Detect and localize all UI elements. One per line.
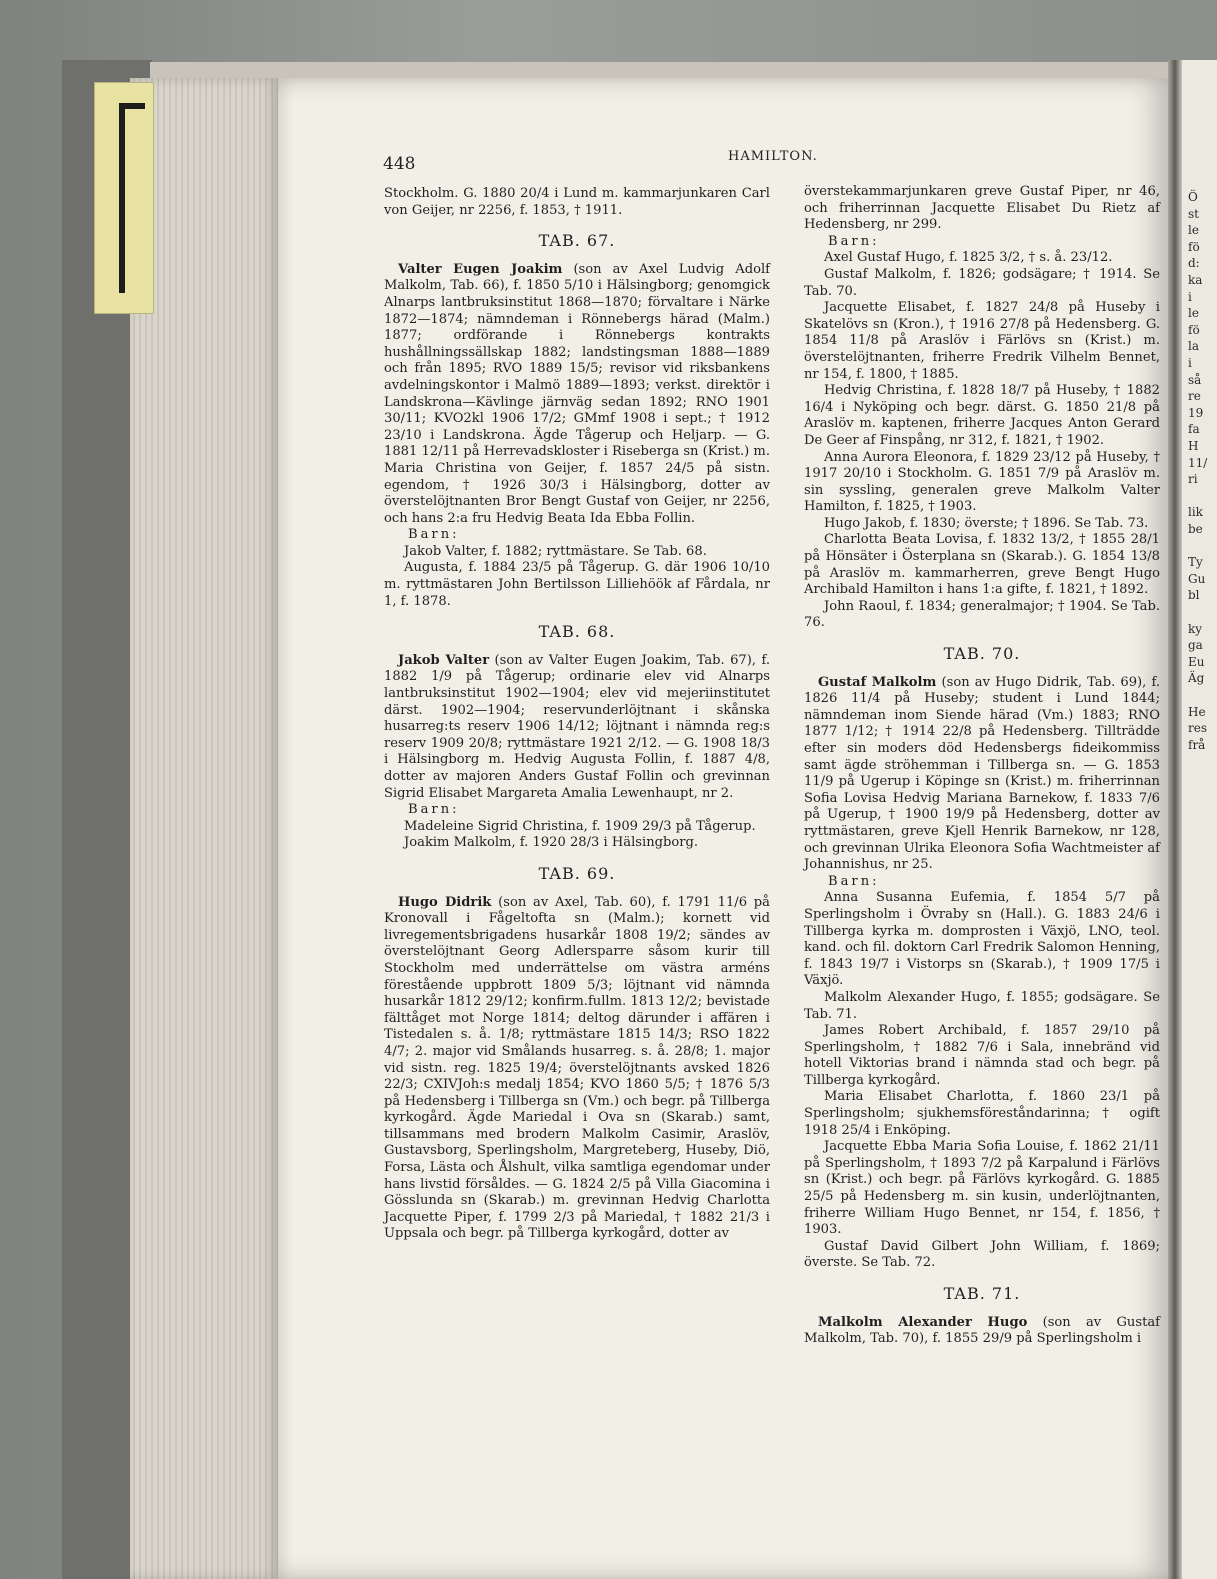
paragraph-text: (son av Axel, Tab. 60), f. 1791 11/6 på Kronovall i Fågeltofta sn (Malm.); kornett vid livregementsbrigadens husarkår 1808 19/2; sändes av överstelöjtnant Georg Adlersparre såsom kurir till Stockholm med underrättelse om västra arméns förestående uppbrott 1809 5/3; löjtnant vid nämnda husarkår 1812 29/12; konfirm.fullm. 1813 12/2; bevistade fälttåget mot Norge 1814; deltog därunder i affären i Tistedalen s. å. 1/8; ryttmästare 1815 14/3; RSO 1822 4/7; 2. major vid Smålands husarreg. s. å. 28/8; 1. major vid sistn. reg. 1825 19/4; överstelöjtnants avsked 1826 22/3; CXIVJoh:s medalj 1854; KVO 1860 5/5; † 1876 5/3 på Hedensberg i Tillberga sn (Vm.) och begr. på Tillberga kyrkogård. Ägde Mariedal i Ova sn (Skarab.) samt, tillsammans med brodern Malkolm Casimir, Araslöv, Gustavsborg, Sperlingsholm, Margreteberg, Huseby, Diö, Forsa, Lästa och Ålshult, vilka samtliga egendomar under hans livstid försåldes. — G. 1824 2/5 på Villa Giacomina i Gösslunda sn (Skarab.) m. grevinnan Hedvig Charlotta Jacquette Piper, f. 1799 2/3 på Mariedal, † 1882 21/3 i Uppsala och begr. på Tillberga kyrkogård, dotter av — [384, 894, 770, 1242]
facing-page-text: fa — [1188, 422, 1200, 437]
facing-page-text: d: — [1188, 256, 1200, 271]
person-name: Gustaf Malkolm — [818, 674, 937, 690]
facing-page-text: H — [1188, 439, 1199, 453]
facing-page-text: le — [1188, 306, 1199, 321]
person-name: Malkolm Alexander Hugo — [818, 1314, 1028, 1330]
child-entry: Maria Elisabet Charlotta, f. 1860 23/1 på Sperlingsholm; sjukhemsföreståndarinna; † ogift 1918 25/4 i Enköping. — [804, 1089, 1160, 1138]
table-heading: TAB. 69. — [538, 863, 616, 883]
facing-page-text: i — [1188, 289, 1192, 304]
book-gutter — [1168, 60, 1182, 1579]
child-entry: Gustaf David Gilbert John William, f. 1869; överste. Se Tab. 72. — [804, 1238, 1160, 1271]
child-entry: Jacquette Elisabet, f. 1827 24/8 på Huseby i Skatelövs sn (Kron.), † 1916 27/8 på Hedensberg. G. 1854 11/8 på Araslöv i Färlövs sn (Krist.) m. överstelöjtnanten, friherre Fredrik Vilhelm Bennet, nr 154, f. 1800, † 1885. — [804, 300, 1160, 382]
table-heading: TAB. 67. — [538, 231, 616, 251]
biography-paragraph — [804, 184, 1160, 234]
child-entry: Malkolm Alexander Hugo, f. 1855; godsägare. Se Tab. 71. — [804, 989, 1160, 1022]
paragraph-text: (son av Gustaf Malkolm, Tab. 70), f. 1855 29/9 på Sperlingsholm i — [804, 1314, 1160, 1347]
biography-paragraph — [804, 1315, 1160, 1348]
facing-page-text: st — [1188, 206, 1199, 221]
paragraph-text: (son av Valter Eugen Joakim, Tab. 67), f. 1882 1/9 på Tågerup; ordinarie elev vid Alnarps lantbruksinstitut 1902—1904; elev vid mejeriinstitutet därst. 1902—1904; reservunderlöjtnant i skånska husarreg:ts reserv 1906 14/12; löjtnant i nämnda reg:s reserv 1909 20/8; ryttmästare 1921 2/12. — G. 1908 18/3 i Hälsingborg m. Hedvig Augusta Follin, f. 1887 4/8, dotter av majoren Anders Gustaf Follin och grevinnan Sigrid Elisabet Margareta Amalia Lewenhaupt, nr 2. — [384, 652, 770, 801]
facing-page-text: lik — [1188, 505, 1203, 520]
child-entry: Jakob Valter, f. 1882; ryttmästare. Se Tab. 68. — [404, 543, 707, 559]
child-entry: Hedvig Christina, f. 1828 18/7 på Huseby, † 1882 16/4 i Nyköping och begr. därst. G. 1850 21/8 på Araslöv m. kaptenen, friherre Jacques Anton Gerard De Geer af Finspång, nr 312, f. 1821, † 1902. — [804, 383, 1160, 448]
right-column — [804, 184, 1160, 1348]
child-entry: James Robert Archibald, f. 1857 29/10 på Sperlingsholm, † 1882 7/6 i Sala, innebränd vid hotell Viktorias brand i nämnda stad och begr. på Tillberga kyrkogård. — [804, 1023, 1160, 1088]
table-heading: TAB. 71. — [943, 1284, 1021, 1303]
facing-page-text: 19 — [1188, 405, 1204, 420]
facing-page-text: ri — [1188, 472, 1198, 487]
facing-page-text: Äg — [1188, 671, 1205, 686]
child-entry: Madeleine Sigrid Christina, f. 1909 29/3 på Tågerup. — [404, 818, 756, 834]
child-entry: Joakim Malkolm, f. 1920 28/3 i Hälsingborg. — [404, 835, 699, 851]
facing-page-text: le — [1188, 223, 1199, 238]
child-entry: Anna Aurora Eleonora, f. 1829 23/12 på Huseby, † 1917 20/10 i Stockholm. G. 1851 7/9 på Araslöv m. sin syssling, generalen greve Malkolm Valter Hamilton, f. 1825, † 1903. — [804, 449, 1160, 515]
children-label: Barn: — [828, 873, 880, 889]
child-entry: Hugo Jakob, f. 1830; överste; † 1896. Se Tab. 73. — [824, 515, 1149, 531]
facing-page-text: fö — [1188, 239, 1200, 254]
paragraph-text: (son av Axel Ludvig Adolf Malkolm, Tab. 66), f. 1850 5/10 i Hälsingborg; genomgick Alnarps lantbruksinstitut 1868—1870; förvaltare i Närke 1872—1874; nämndeman i Rönnebergs härad (Malm.) 1877; ordförande i Rönnebergs kontrakts hushållningssällskap 1882; landstingsman 1888—1889 och från 1895; RVO 1889 15/5; revisor vid riksbankens avdelningskontor i Malmö 1889—1893; verkst. direktör i Landskrona—Kävlinge järnväg sedan 1892; RNO 1901 30/11; KVO2kl 1906 17/2; GMmf 1908 i sept.; † 1912 23/10 i Landskrona. Ägde Tågerup och Heljarp. — G. 1881 12/11 på Herrevadskloster i Riseberga sn (Krist.) m. Maria Christina von Geijer, f. 1857 24/5 på sistn. egendom, † 1926 30/3 i Hälsingborg, dotter av överstelöjtnanten Bror Bengt Gustaf von Geijer, nr 2256, och hans 2:a fru Hedvig Beata Ida Ebba Follin. — [384, 261, 770, 526]
left-column — [384, 186, 770, 1243]
paragraph-text: (son av Hugo Didrik, Tab. 69), f. 1826 11/4 på Huseby; student i Lund 1844; nämndeman inom Siende härad (Vm.) 1883; RNO 1877 1/12; † 1914 22/8 på Hedensberg. Tillträdde efter sin moders död Hedensbergs fideikommiss samt ägde ströhemman i Tillberga sn. — G. 1853 11/9 på Ugerup i Köpinge sn (Krist.) m. friherrinnan Sofia Lovisa Hedvig Mariana Barnekow, f. 1833 7/6 på Ugerup, † 1900 19/9 på Hedensberg, dotter av ryttmästaren, greve Kjell Henrik Barnekow, nr 128, och grevinnan Ulrika Eleonora Sofia Wachtmeister af Johannishus, nr 25. — [804, 674, 1161, 873]
biography-paragraph — [384, 262, 770, 528]
child-entry: Augusta, f. 1884 23/5 på Tågerup. G. där 1906 10/10 m. ryttmästaren John Bertilsson Lilliehöök af Fårdala, nr 1, f. 1878. — [384, 560, 770, 609]
running-head: HAMILTON. — [728, 149, 818, 164]
facing-page-text: re — [1188, 389, 1201, 404]
facing-page-text: res — [1188, 721, 1207, 736]
child-entry: John Raoul, f. 1834; generalmajor; † 1904. Se Tab. 76. — [804, 598, 1160, 631]
person-name: Jakob Valter — [398, 652, 490, 668]
facing-page-text: Gu — [1188, 571, 1206, 586]
child-entry: Gustaf Malkolm, f. 1826; godsägare; † 1914. Se Tab. 70. — [804, 266, 1160, 299]
paragraph-text: överstekammarjunkaren greve Gustaf Piper, nr 46, och friherrinnan Jacquette Elisabet Du Rietz af Hedensberg, nr 299. — [804, 184, 1160, 233]
facing-page-text: frå — [1188, 737, 1206, 752]
facing-page-text: Ö — [1188, 190, 1198, 204]
paragraph-text: Stockholm. G. 1880 20/4 i Lund m. kammarjunkaren Carl von Geijer, nr 2256, f. 1853, † 1911. — [384, 186, 770, 218]
biography-paragraph — [804, 675, 1160, 874]
facing-page-text: la — [1188, 339, 1199, 354]
table-heading: TAB. 68. — [538, 622, 616, 642]
children-label: Barn: — [828, 233, 880, 249]
facing-page-text: bl — [1188, 588, 1200, 603]
facing-page-text: He — [1188, 704, 1206, 719]
biography-paragraph — [384, 895, 770, 1243]
facing-page-text: ka — [1188, 273, 1203, 287]
facing-page-text: 11/ — [1188, 455, 1208, 470]
facing-page-text: fö — [1188, 322, 1200, 337]
table-heading: TAB. 70. — [943, 644, 1021, 664]
children-label: Barn: — [408, 802, 460, 818]
book-page — [278, 78, 1173, 1579]
children-label: Barn: — [408, 527, 460, 543]
child-entry: Axel Gustaf Hugo, f. 1825 3/2, † s. å. 23/12. — [824, 250, 1113, 266]
facing-page-text: så — [1188, 372, 1202, 387]
bookmark-tab — [94, 82, 154, 314]
person-name: Valter Eugen Joakim — [398, 261, 563, 277]
facing-page-text: ky — [1188, 621, 1203, 636]
biography-paragraph — [384, 186, 770, 219]
page-number: 448 — [383, 154, 416, 174]
facing-page-text: ga — [1188, 638, 1203, 653]
facing-page-text: Eu — [1188, 654, 1205, 669]
facing-page-text: i — [1188, 356, 1192, 370]
person-name: Hugo Didrik — [398, 894, 492, 910]
biography-paragraph — [384, 653, 770, 802]
facing-page-text: be — [1188, 522, 1203, 536]
child-entry: Charlotta Beata Lovisa, f. 1832 13/2, † 1855 28/1 på Hönsäter i Österplana sn (Skarab.). G. 1854 13/8 på Araslöv m. kammarherren, greve Bengt Hugo Archibald Hamilton i hans 1:a gifte, f. 1821, † 1892. — [804, 532, 1160, 598]
facing-page-fragment — [1182, 60, 1217, 1579]
facing-page-text: Ty — [1188, 555, 1203, 570]
child-entry: Jacquette Ebba Maria Sofia Louise, f. 1862 21/11 på Sperlingsholm, † 1893 7/2 på Karpalund i Färlövs sn (Krist.) och begr. på Färlövs kyrkogård. G. 1885 25/5 på Hedensberg m. sin kusin, underlöjtnanten, friherre William Hugo Bennet, nr 154, f. 1856, † 1903. — [804, 1139, 1160, 1238]
child-entry: Anna Susanna Eufemia, f. 1854 5/7 på Sperlingsholm i Övraby sn (Hall.). G. 1883 24/6 i Tillberga kyrka m. domprosten i Växjö, LNO, teol. kand. och fil. doktorn Carl Fredrik Salomon Henning, f. 1843 19/7 i Vistorps sn (Skarab.), † 1909 17/5 i Växjö. — [804, 890, 1160, 989]
